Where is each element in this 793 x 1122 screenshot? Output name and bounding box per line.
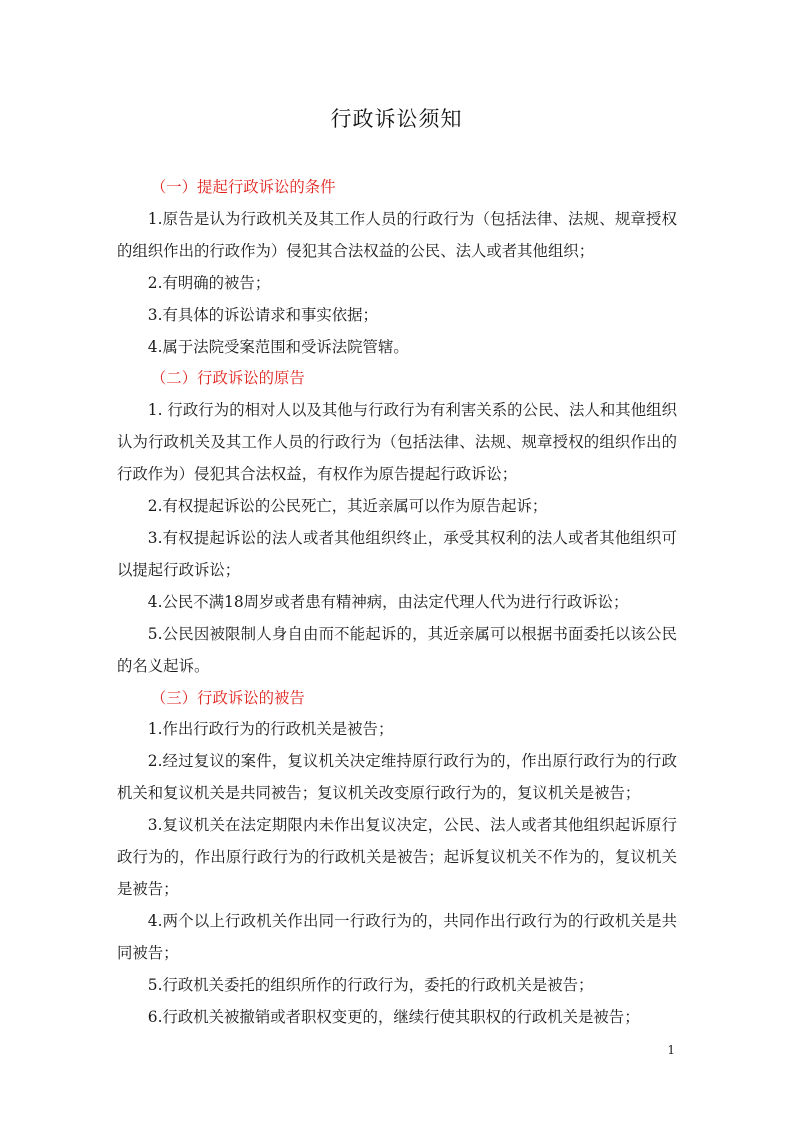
paragraph: 3.复议机关在法定期限内未作出复议决定，公民、法人或者其他组织起诉原行政行为的，作出原行政行为的行政机关是被告；起诉复议机关不作为的，复议机关是被告； xyxy=(117,816,677,898)
section-heading-conditions: （一）提起行政诉讼的条件 xyxy=(150,178,336,196)
paragraph: 3.有具体的诉讼请求和事实依据； xyxy=(147,305,378,324)
paragraph: 2.有权提起诉讼的公民死亡，其近亲属可以作为原告起诉； xyxy=(147,497,548,516)
paragraph: 3.有权提起诉讼的法人或者其他组织终止，承受其权利的法人或者其他组织可以提起行政诉讼； xyxy=(117,528,677,579)
page-number: 1 xyxy=(667,1043,675,1057)
paragraph: 4.属于法院受案范围和受诉法院管辖。 xyxy=(147,337,409,356)
paragraph: 5.公民因被限制人身自由而不能起诉的，其近亲属可以根据书面委托以该公民的名义起诉。 xyxy=(117,624,677,675)
paragraph: 1.原告是认为行政机关及其工作人员的行政行为（包括法律、法规、规章授权的组织作出的行政作为）侵犯其合法权益的公民、法人或者其他组织； xyxy=(117,209,677,260)
page-title: 行政诉讼须知 xyxy=(330,107,463,131)
section-heading-plaintiff: （二）行政诉讼的原告 xyxy=(150,369,305,388)
section-heading-defendant: （三）行政诉讼的被告 xyxy=(150,688,305,707)
paragraph: 1.作出行政行为的行政机关是被告； xyxy=(147,720,394,739)
document-body xyxy=(117,172,677,1033)
paragraph: 4.两个以上行政机关作出同一行政行为的，共同作出行政行为的行政机关是共同被告； xyxy=(117,911,677,962)
paragraph: 4.公民不满18周岁或者患有精神病，由法定代理人代为进行行政诉讼； xyxy=(147,592,629,611)
paragraph: 2.经过复议的案件，复议机关决定维持原行政行为的，作出原行政行为的行政机关和复议机关是共同被告；复议机关改变原行政行为的，复议机关是被告； xyxy=(117,752,677,803)
paragraph: 5.行政机关委托的组织所作的行政行为，委托的行政机关是被告； xyxy=(147,975,594,994)
paragraph: 6.行政机关被撤销或者职权变更的，继续行使其职权的行政机关是被告； xyxy=(147,1007,640,1026)
paragraph: 2.有明确的被告； xyxy=(147,273,271,292)
paragraph: 1. 行政行为的相对人以及其他与行政行为有利害关系的公民、法人和其他组织认为行政机关及其工作人员的行政行为（包括法律、法规、规章授权的组织作出的行政作为）侵犯其合法权益，有权作为原告提起行政诉讼； xyxy=(117,401,677,484)
